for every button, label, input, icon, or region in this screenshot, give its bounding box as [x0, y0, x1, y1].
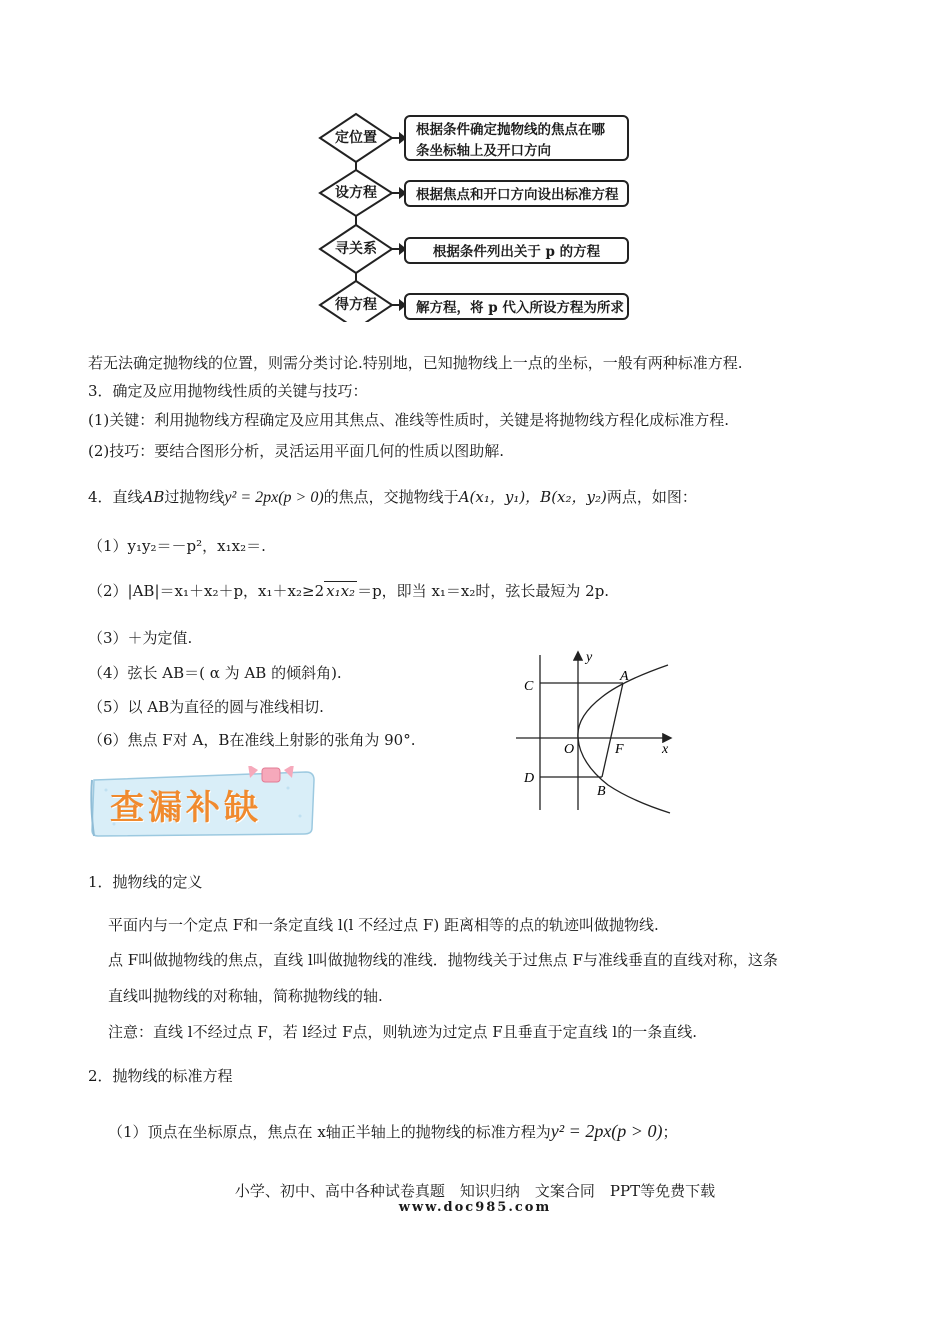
property-4: （4）弦长 AB＝( α 为 AB 的倾斜角).	[88, 664, 342, 682]
flow-step-1-box: 根据条件确定抛物线的焦点在哪条坐标轴上及开口方向	[404, 115, 629, 161]
property-1: （1）y₁y₂＝－p²，x₁x₂＝.	[88, 537, 266, 555]
item4-statement: 4．直线AB过抛物线y² = 2px(p > 0)的焦点，交抛物线于A(x₁，y₁)，B(x₂，y₂)两点，如图：	[88, 488, 697, 506]
definition-note: 注意：直线 l不经过点 F，若 l经过 F点，则轨迹为过定点 F且垂直于定直线 l的一条直线.	[108, 1023, 697, 1041]
property-5: （5）以 AB为直径的圆与准线相切.	[88, 698, 324, 716]
heading-definition: 1．抛物线的定义	[88, 873, 203, 891]
parabola-figure	[510, 645, 690, 815]
sqrt-radicand: x₁x₂	[326, 582, 356, 600]
label-x: x	[662, 742, 669, 757]
heading-standard-equation: 2．抛物线的标准方程	[88, 1067, 233, 1085]
item4-equation: y² = 2px(p > 0)	[224, 489, 324, 506]
label-C: C	[524, 679, 534, 694]
label-A: A	[620, 669, 629, 684]
flow-step-3-label: 寻关系	[335, 241, 377, 257]
label-y: y	[586, 650, 593, 665]
chord-AB	[602, 683, 623, 777]
footer-line-1: 小学、初中、高中各种试卷真题 知识归纳 文案合同 PPT等免费下载	[234, 1182, 716, 1200]
classification-note: 若无法确定抛物线的位置，则需分类讨论.特别地，已知抛物线上一点的坐标，一般有两种标准方程.	[88, 354, 743, 372]
flow-step-2-label: 设方程	[335, 185, 377, 201]
label-F: F	[615, 742, 624, 757]
item3-key: (1)关键：利用抛物线方程确定及应用其焦点、准线等性质时，关键是将抛物线方程化成标准方程.	[88, 411, 730, 429]
banner-review	[88, 766, 320, 838]
property-3: （3）＋为定值.	[88, 629, 193, 647]
standard-equation-1: （1）顶点在坐标原点，焦点在 x轴正半轴上的抛物线的标准方程为y² = 2px(p > 0)；	[108, 1121, 678, 1141]
standard-equation-formula: y² = 2px(p > 0)	[550, 1121, 663, 1141]
item3-title: 3．确定及应用抛物线性质的关键与技巧：	[88, 382, 368, 400]
footer-website-link[interactable]: www.doc985.com	[398, 1200, 552, 1215]
label-D: D	[524, 771, 535, 786]
banner-title: 查漏补缺	[110, 788, 262, 828]
property-2: （2）|AB|＝x₁＋x₂＋p，x₁＋x₂≥2 x₁x₂ ＝p，即当 x₁＝x₂时，弦长最短为 2p.	[88, 582, 610, 600]
flow-step-3-box: 根据条件列出关于 p 的方程	[404, 237, 629, 264]
label-B: B	[597, 784, 606, 799]
item3-skill: (2)技巧：要结合图形分析，灵活运用平面几何的性质以图助解.	[88, 442, 505, 460]
flow-step-4-box: 解方程，将 p 代入所设方程为所求	[404, 293, 629, 320]
flow-step-4-label: 得方程	[335, 297, 377, 313]
definition-line-2: 点 F叫做抛物线的焦点，直线 l叫做抛物线的准线．抛物线关于过焦点 F与准线垂直的直线对称，这条	[108, 951, 778, 969]
flow-step-2-box: 根据焦点和开口方向设出标准方程	[404, 180, 629, 207]
label-O: O	[564, 742, 575, 757]
parabola-curve	[578, 665, 670, 813]
definition-line-3: 直线叫抛物线的对称轴，简称抛物线的轴.	[108, 987, 383, 1005]
flow-step-1-label: 定位置	[335, 130, 377, 146]
definition-line-1: 平面内与一个定点 F和一条定直线 l(l 不经过点 F) 距离相等的点的轨迹叫做抛物线.	[108, 916, 659, 934]
property-6: （6）焦点 F对 A，B在准线上射影的张角为 90°.	[88, 731, 416, 749]
